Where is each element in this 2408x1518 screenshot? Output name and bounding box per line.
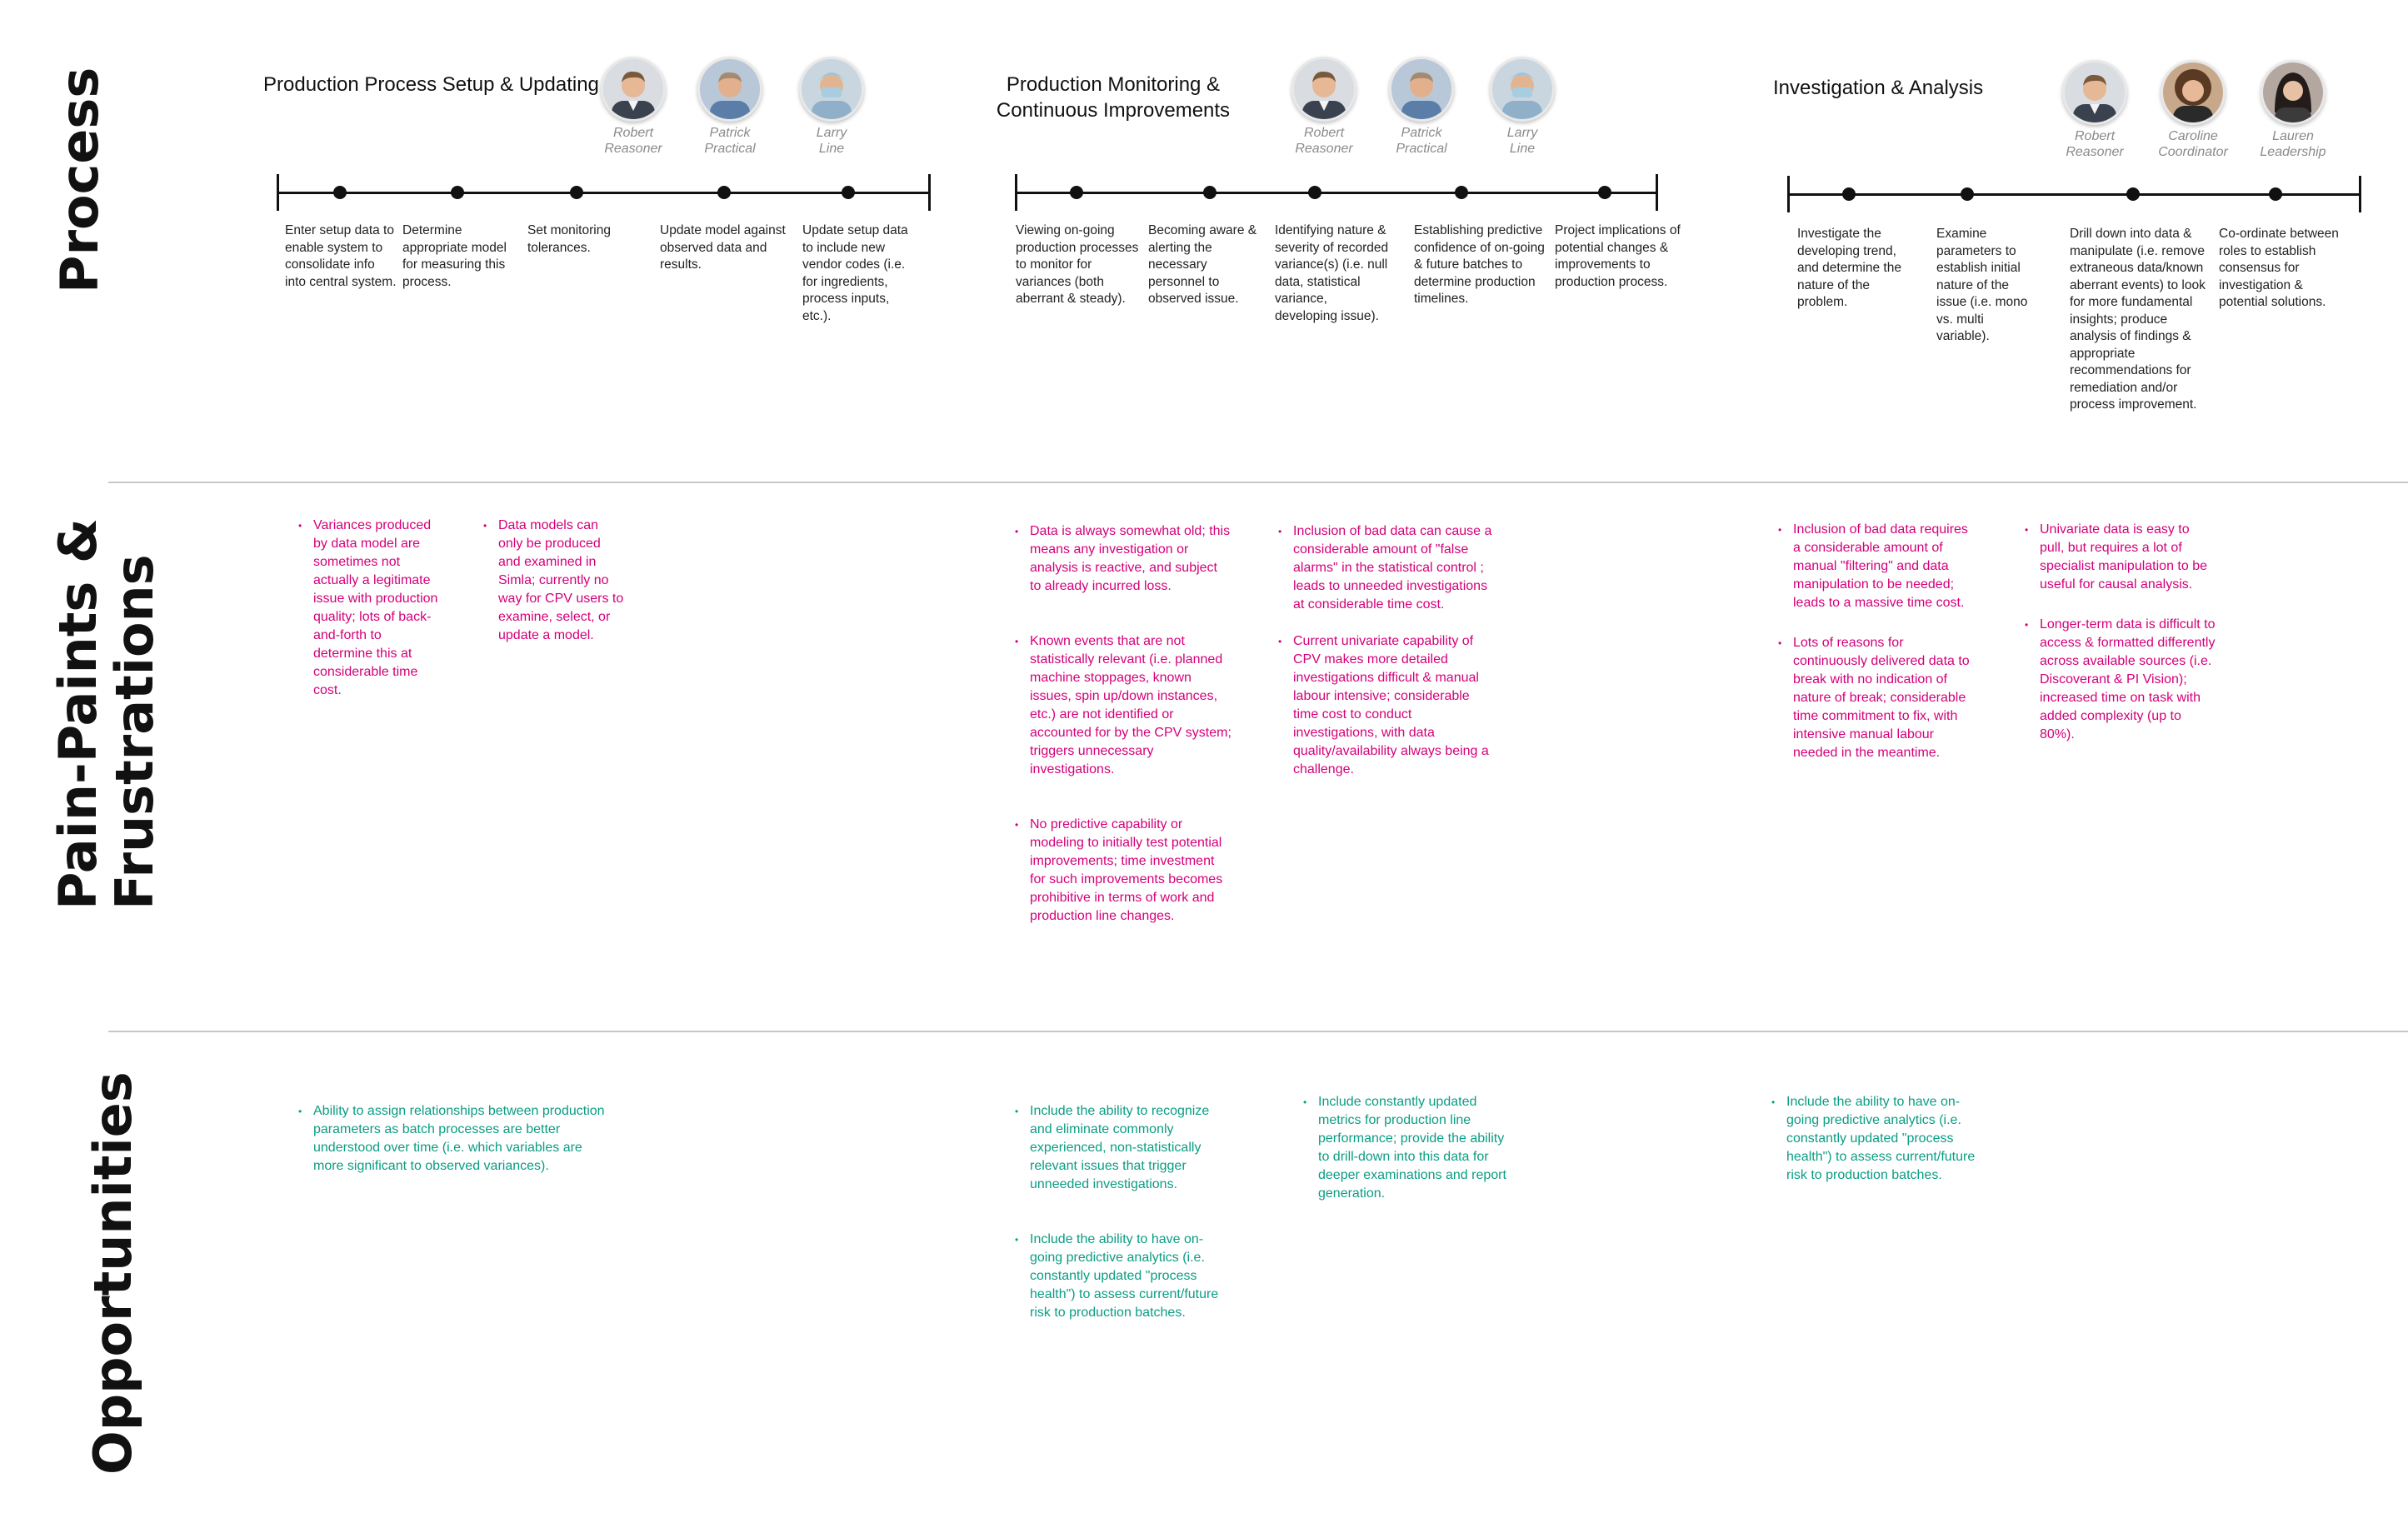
persona-first-name: Lauren [2272, 129, 2314, 143]
opportunity: • Include the ability to have on-going predictive analytics (i.e. constantly updated "process health") to assess current/future risk to production batches. [1771, 1093, 1980, 1185]
avatar-patrick-icon [697, 57, 762, 122]
avatar-patrick-icon [1389, 57, 1454, 122]
persona-robert-reasoner [587, 57, 679, 157]
opportunities-list [298, 1102, 607, 1194]
row-divider-2 [108, 1031, 2408, 1032]
opportunity: • Ability to assign relationships between production parameters as batch processes are better understood over time (i.e. which variables are more significant to observed variances). [298, 1102, 607, 1176]
process-step: Identifying nature & severity of recorded variance(s) (i.e. null data, statistical variance, developing issue). [1275, 223, 1389, 323]
pain-point: • Data is always somewhat old; this means any investigation or analysis is reactive, and subject to already incurred loss. [1015, 522, 1231, 596]
row-title-opportunities: Opportunities [82, 1071, 143, 1475]
process-step: Becoming aware & alerting the necessary personnel to observed issue. [1148, 223, 1257, 306]
pain-point: • Univariate data is easy to pull, but requires a lot of specialist manipulation to be useful for causal analysis. [2025, 521, 2216, 594]
pain-point: • Inclusion of bad data can cause a considerable amount of "false alarms" in the statistical control ; leads to unneeded investigations at considerable time cost. [1278, 522, 1496, 614]
process-step: Update model against observed data and results. [660, 223, 786, 272]
opportunity: • Include the ability to recognize and eliminate commonly experienced, non-statistically relevant issues that trigger unneeded investigations. [1015, 1102, 1223, 1194]
timeline-step-dot [451, 186, 464, 199]
stage-title-line2: Continuous Improvements [996, 99, 1231, 122]
timeline-step-dot [717, 186, 731, 199]
row-title-process: Process [49, 67, 110, 293]
timeline-line [1016, 192, 1657, 194]
pain-point: • Variances produced by data model are sometimes not actually a legitimate issue with production quality; lots of back-and-forth to determine this at considerable time cost. [298, 517, 440, 700]
avatar-robert-icon [601, 57, 666, 122]
persona-lauren-leadership [2247, 60, 2339, 160]
process-step: Update setup data to include new vendor codes (i.e. for ingredients, process inputs, etc.). [802, 223, 908, 323]
timeline-step-dot [842, 186, 855, 199]
timeline-step-dot [1842, 187, 1856, 201]
row-title-pain-points [47, 518, 165, 910]
stage-title-investigation: Investigation & Analysis [1773, 77, 1984, 99]
process-step: Investigate the developing trend, and determine the nature of the problem. [1797, 227, 1901, 309]
persona-first-name: Larry [816, 126, 847, 140]
pain-point: • Longer-term data is difficult to access & formatted differently across available sources (i.e. Discoverant & PI Vision); increased time on task with added complexity (up to 80%). [2025, 616, 2216, 744]
persona-caroline-coordinator [2147, 60, 2239, 160]
persona-larry-line [1476, 57, 1568, 157]
opportunities-list [1015, 1102, 1223, 1341]
persona-last-name: Practical [1396, 142, 1447, 156]
timeline-end-tick [1656, 174, 1658, 211]
opportunity: • Include constantly updated metrics for production line performance; provide the ability to drill-down into this data for deeper examinations and report generation. [1303, 1093, 1511, 1203]
pain-points-list [2025, 521, 2216, 762]
timeline-start-tick [1015, 174, 1017, 211]
pain-point: • Lots of reasons for continuously delivered data to break with no indication of nature of break; considerable time commitment to fix, with intensive manual labour needed in the meantime. [1778, 634, 1970, 762]
row-title-pain-points-line1: Pain-Paints & [47, 518, 108, 910]
pain-points-list [1278, 522, 1496, 797]
timeline-step-dot [2126, 187, 2140, 201]
pain-point: • No predictive capability or modeling to initially test potential improvements; time investment for such improvements becomes prohibitive in terms of work and production line changes. [1015, 816, 1231, 926]
process-step: Examine parameters to establish initial nature of the issue (i.e. mono vs. multi variable). [1936, 227, 2028, 343]
process-step: Drill down into data & manipulate (i.e. remove extraneous data/known aberrant events) to look for more fundamental insights; produce analysis of findings & appropriate recommendations for remediation and/or process improvement. [2070, 227, 2206, 412]
process-step: Determine appropriate model for measuring this process. [402, 223, 507, 289]
avatar-lauren-icon [2261, 60, 2326, 125]
persona-first-name: Larry [1506, 126, 1538, 140]
timeline-start-tick [277, 174, 279, 211]
timeline-step-dot [1455, 186, 1468, 199]
pain-points-list [1015, 522, 1231, 944]
process-step: Enter setup data to enable system to consolidate info into central system. [285, 223, 397, 289]
timeline-step-dot [570, 186, 583, 199]
persona-last-name: Coordinator [2158, 145, 2228, 159]
process-step: Project implications of potential changes & improvements to production process. [1555, 223, 1681, 289]
opportunity: • Include the ability to have on-going predictive analytics (i.e. constantly updated "process health") to assess current/future risk to production batches. [1015, 1231, 1223, 1322]
pain-points-list [1778, 521, 1970, 781]
persona-first-name: Robert [1303, 126, 1345, 140]
persona-first-name: Patrick [1401, 126, 1442, 140]
avatar-robert-icon [2062, 60, 2127, 125]
timeline-step-dot [333, 186, 347, 199]
persona-first-name: Caroline [2168, 129, 2218, 143]
persona-patrick-practical [684, 57, 776, 157]
persona-robert-reasoner [1278, 57, 1370, 157]
opportunities-list [1303, 1093, 1511, 1221]
stage-title-line1: Production Monitoring & [1006, 73, 1221, 96]
process-step: Set monitoring tolerances. [527, 223, 611, 255]
avatar-larry-icon [1490, 57, 1555, 122]
stage-title-monitoring [988, 72, 1238, 123]
row-divider-1 [108, 482, 2408, 483]
stage-title-setup: Production Process Setup & Updating [263, 73, 599, 96]
timeline-step-dot [1598, 186, 1611, 199]
persona-last-name: Line [1509, 142, 1536, 156]
pain-point: • Known events that are not statistically relevant (i.e. planned machine stoppages, known issues, spin up/down instances, etc.) are not identified or accounted for by the CPV system; triggers unnecessary investigations. [1015, 632, 1231, 779]
row-title-pain-points-line2: Frustrations [104, 554, 165, 910]
timeline-step-dot [1070, 186, 1083, 199]
pain-points-list [298, 517, 440, 718]
process-step: Co-ordinate between roles to establish consensus for investigation & potential solutions. [2219, 227, 2339, 309]
pain-point: • Data models can only be produced and examined in Simla; currently no way for CPV users to examine, select, or update a model. [483, 517, 625, 645]
timeline-line [277, 192, 931, 194]
persona-patrick-practical [1376, 57, 1467, 157]
persona-last-name: Reasoner [2066, 145, 2124, 159]
persona-last-name: Reasoner [1295, 142, 1353, 156]
avatar-caroline-icon [2161, 60, 2226, 125]
persona-first-name: Patrick [709, 126, 751, 140]
pain-point: • Inclusion of bad data requires a considerable amount of manual "filtering" and data manipulation to be needed; leads to a massive time cost. [1778, 521, 1970, 612]
persona-last-name: Practical [704, 142, 756, 156]
timeline-step-dot [1961, 187, 1974, 201]
avatar-larry-icon [799, 57, 864, 122]
pain-points-list [483, 517, 625, 663]
timeline-end-tick [928, 174, 931, 211]
timeline-step-dot [1308, 186, 1321, 199]
persona-larry-line [786, 57, 877, 157]
timeline-step-dot [2269, 187, 2282, 201]
timeline-end-tick [2359, 176, 2361, 212]
opportunities-list [1771, 1093, 1980, 1203]
process-step: Viewing on-going production processes to monitor for variances (both aberrant & steady). [1016, 223, 1139, 306]
timeline-start-tick [1787, 176, 1790, 212]
persona-last-name: Leadership [2260, 145, 2326, 159]
persona-first-name: Robert [2074, 129, 2116, 143]
avatar-robert-icon [1291, 57, 1356, 122]
process-step: Establishing predictive confidence of on-going & future batches to determine production timelines. [1414, 223, 1545, 306]
timeline-step-dot [1203, 186, 1216, 199]
persona-robert-reasoner [2049, 60, 2141, 160]
persona-last-name: Reasoner [604, 142, 662, 156]
persona-last-name: Line [818, 142, 845, 156]
pain-point: • Current univariate capability of CPV makes more detailed investigations difficult & manual labour intensive; considerable time cost to conduct investigations, with data quality/availability always being a challenge. [1278, 632, 1496, 779]
persona-first-name: Robert [612, 126, 654, 140]
